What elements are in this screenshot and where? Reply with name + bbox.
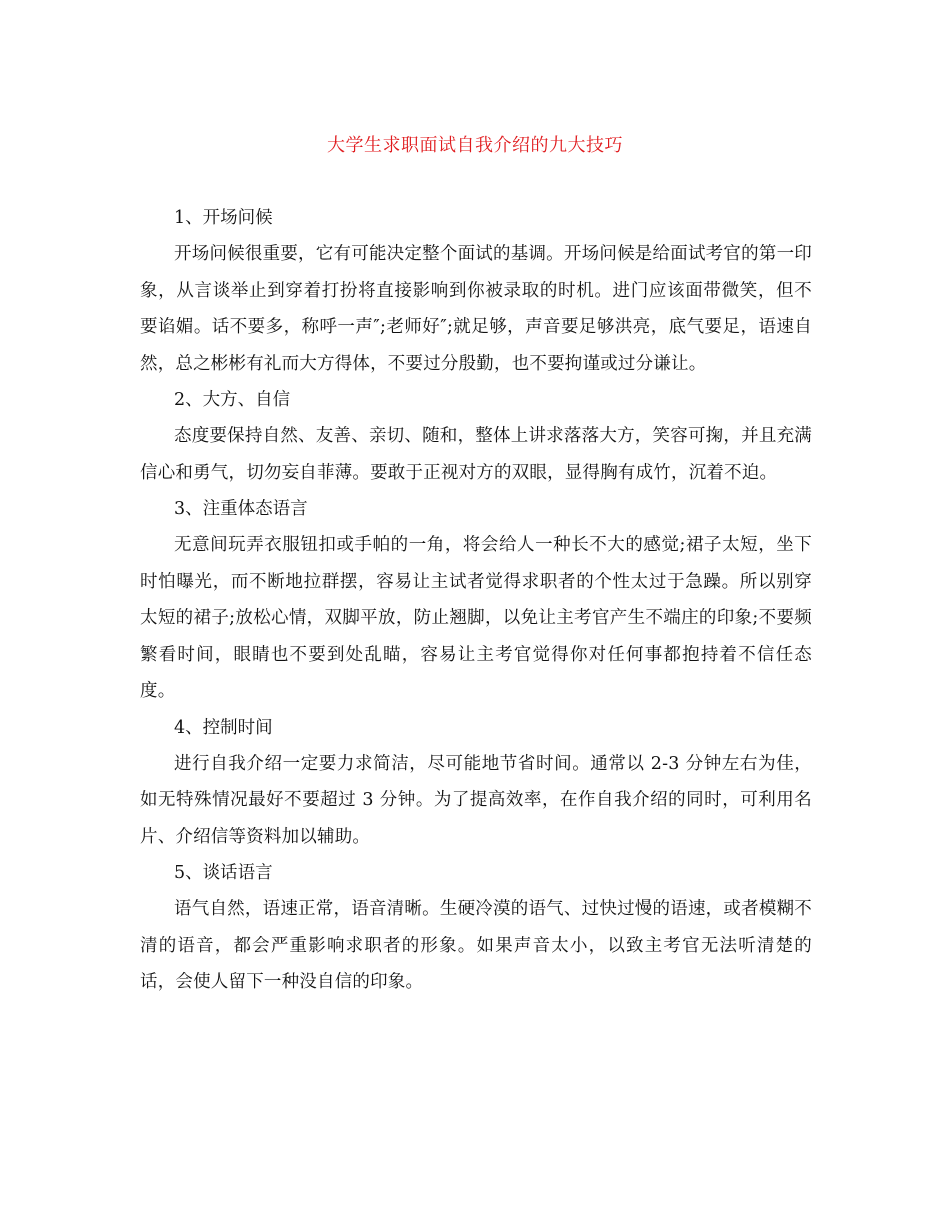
section-paragraph: 进行自我介绍一定要力求简洁，尽可能地节省时间。通常以 2-3 分钟左右为佳，如无特殊情况最好不要超过 3 分钟。为了提高效率，在作自我介绍的同时，可利用名片、介绍信等资料加以辅助。 xyxy=(140,753,812,847)
section-paragraph: 态度要保持自然、友善、亲切、随和，整体上讲求落落大方，笑容可掬，并且充满信心和勇气，切勿妄自菲薄。要敢于正视对方的双眼，显得胸有成竹，沉着不迫。 xyxy=(140,426,812,483)
section-heading: 2、大方、自信 xyxy=(174,390,291,410)
section-heading: 5、谈话语言 xyxy=(174,863,273,883)
document-body xyxy=(140,200,812,1001)
section-paragraph: 无意间玩弄衣服钮扣或手帕的一角，将会给人一种长不大的感觉;裙子太短，坐下时怕曝光，而不断地拉群摆，容易让主试者觉得求职者的个性太过于急躁。所以别穿太短的裙子;放松心情，双脚平放，防止翘脚，以免让主考官产生不端庄的印象;不要频繁看时间，眼睛也不要到处乱瞄，容易让主考官觉得你对任何事都抱持着不信任态度。 xyxy=(140,535,812,701)
section-heading: 3、注重体态语言 xyxy=(174,499,308,519)
document-title: 大学生求职面试自我介绍的九大技巧 xyxy=(327,135,623,156)
section-heading: 4、控制时间 xyxy=(174,717,273,738)
section-paragraph: 开场问候很重要，它有可能决定整个面试的基调。开场问候是给面试考官的第一印象，从言谈举止到穿着打扮将直接影响到你被录取的时机。进门应该面带微笑，但不要谄媚。话不要多，称呼一声″;老师好″;就足够，声音要足够洪亮，底气要足，语速自然，总之彬彬有礼而大方得体，不要过分殷勤，也不要拘谨或过分谦让。 xyxy=(140,244,812,374)
section-paragraph: 语气自然，语速正常，语音清晰。生硬冷漠的语气、过快过慢的语速，或者模糊不清的语音，都会严重影响求职者的形象。如果声音太小，以致主考官无法听清楚的话，会使人留下一种没自信的印象。 xyxy=(140,899,812,992)
section-heading: 1、开场问候 xyxy=(174,208,273,228)
